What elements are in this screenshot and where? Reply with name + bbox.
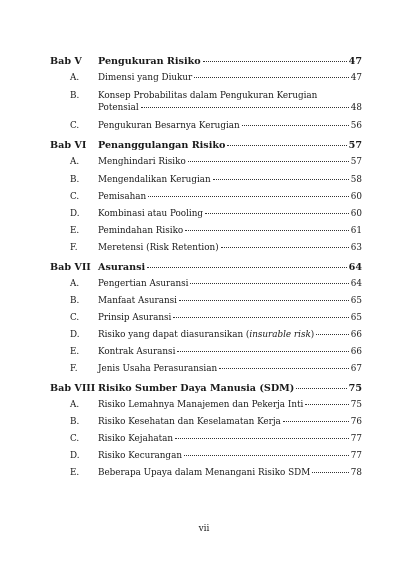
chapter-title: Risiko Sumber Daya Manusia (SDM): [98, 383, 295, 394]
page-number: 58: [350, 175, 362, 185]
chapter-title: Asuransi: [98, 262, 146, 273]
toc-item: [50, 226, 362, 236]
page-number: 60: [350, 192, 362, 202]
dot-leader: [147, 267, 347, 268]
page-number: 64: [348, 262, 362, 273]
dot-leader: [203, 61, 347, 62]
page-number: 57: [350, 157, 362, 167]
page-number: 47: [348, 56, 362, 67]
chapter-number: Bab VII: [50, 262, 91, 273]
dot-leader: [179, 300, 349, 301]
page-number: 64: [350, 279, 362, 289]
page-number: 60: [350, 209, 362, 219]
item-letter: A.: [70, 400, 80, 410]
dot-leader: [184, 455, 349, 456]
chapter-title: Pengukuran Risiko: [98, 56, 201, 67]
toc-item: [50, 279, 362, 289]
toc-item: [50, 91, 362, 101]
page-footer-number: vii: [198, 524, 210, 534]
toc-item: [50, 451, 362, 461]
toc-item: [50, 330, 362, 340]
item-letter: B.: [70, 91, 80, 101]
toc-item: [50, 175, 362, 185]
page-number: 75: [348, 383, 362, 394]
item-title: Jenis Usaha Perasuransian: [98, 364, 218, 374]
toc-item: [50, 296, 362, 306]
toc-item: [50, 364, 362, 374]
page-number: 77: [350, 451, 362, 461]
toc-chapter: [50, 383, 362, 394]
page-number: 65: [350, 296, 362, 306]
item-letter: D.: [70, 330, 80, 340]
dot-leader: [194, 77, 349, 78]
item-title: Dimensi yang Diukur: [98, 73, 193, 83]
item-letter: C.: [70, 192, 80, 202]
item-title: Pengertian Asuransi: [98, 279, 189, 289]
item-letter: C.: [70, 313, 80, 323]
dot-leader: [312, 472, 349, 473]
page-number: 61: [350, 226, 362, 236]
item-title: Risiko yang dapat diasuransikan (insurable risk): [98, 330, 315, 340]
toc-item: [50, 417, 362, 427]
chapter-number: Bab VIII: [50, 383, 96, 394]
dot-leader: [296, 388, 346, 389]
chapter-number: Bab V: [50, 56, 82, 67]
page-number: 48: [350, 103, 362, 113]
dot-leader: [190, 283, 348, 284]
toc-item: [50, 121, 362, 131]
dot-leader: [242, 125, 349, 126]
page-number: 78: [350, 468, 362, 478]
item-title: Risiko Kesehatan dan Keselamatan Kerja: [98, 417, 281, 427]
toc-item-continuation: [50, 103, 362, 113]
item-title: Risiko Kecurangan: [98, 451, 182, 461]
page-number: 65: [350, 313, 362, 323]
item-letter: E.: [70, 226, 80, 236]
page-number: 76: [350, 417, 362, 427]
chapter-number: Bab VI: [50, 140, 87, 151]
dot-leader: [316, 334, 349, 335]
toc-item: [50, 243, 362, 253]
item-letter: C.: [70, 121, 80, 131]
item-title: Menghindari Risiko: [98, 157, 186, 167]
dot-leader: [185, 230, 349, 231]
item-letter: A.: [70, 157, 80, 167]
item-title: Kombinasi atau Pooling: [98, 209, 204, 219]
item-title: Pengukuran Besarnya Kerugian: [98, 121, 240, 131]
item-title: Kontrak Asuransi: [98, 347, 176, 357]
dot-leader: [175, 438, 349, 439]
toc-item: [50, 434, 362, 444]
item-letter: D.: [70, 209, 80, 219]
item-letter: B.: [70, 175, 80, 185]
item-title: Manfaat Asuransi: [98, 296, 177, 306]
item-title: Pemisahan: [98, 192, 147, 202]
dot-leader: [205, 213, 349, 214]
toc-item: [50, 313, 362, 323]
item-title: Pemindahan Risiko: [98, 226, 184, 236]
toc-item: [50, 157, 362, 167]
item-letter: C.: [70, 434, 80, 444]
item-letter: A.: [70, 73, 80, 83]
toc-item: [50, 73, 362, 83]
item-letter: B.: [70, 417, 80, 427]
page-number: 75: [350, 400, 362, 410]
dot-leader: [173, 317, 348, 318]
page-number: 47: [350, 73, 362, 83]
item-letter: E.: [70, 347, 80, 357]
toc-chapter: [50, 140, 362, 151]
page-number: 57: [348, 140, 362, 151]
dot-leader: [283, 421, 349, 422]
page-number: 77: [350, 434, 362, 444]
page-number: 63: [350, 243, 362, 253]
dot-leader: [148, 196, 349, 197]
item-title: Mengendalikan Kerugian: [98, 175, 211, 185]
item-letter: B.: [70, 296, 80, 306]
item-title: Prinsip Asuransi: [98, 313, 172, 323]
dot-leader: [177, 351, 348, 352]
item-letter: A.: [70, 279, 80, 289]
page-number: 67: [350, 364, 362, 374]
toc-item: [50, 209, 362, 219]
toc-chapter: [50, 262, 362, 273]
page-number: 56: [350, 121, 362, 131]
item-letter: F.: [70, 364, 78, 374]
dot-leader: [221, 247, 349, 248]
item-title: Beberapa Upaya dalam Menangani Risiko SDM: [98, 468, 311, 478]
dot-leader: [188, 161, 349, 162]
toc-item: [50, 347, 362, 357]
toc-item: [50, 192, 362, 202]
dot-leader: [227, 145, 346, 146]
toc-item: [50, 400, 362, 410]
dot-leader: [141, 107, 349, 108]
item-letter: E.: [70, 468, 80, 478]
item-letter: D.: [70, 451, 80, 461]
item-title: Risiko Kejahatan: [98, 434, 174, 444]
page-number: 66: [350, 347, 362, 357]
chapter-title: Penanggulangan Risiko: [98, 140, 226, 151]
item-letter: F.: [70, 243, 78, 253]
toc-item: [50, 468, 362, 478]
item-title-line2: Potensial: [98, 103, 139, 113]
toc-chapter: [50, 56, 362, 67]
item-title: Risiko Lemahnya Manajemen dan Pekerja Inti: [98, 400, 304, 410]
item-title: Konsep Probabilitas dalam Pengukuran Kerugian: [98, 91, 318, 101]
page-number: 66: [350, 330, 362, 340]
dot-leader: [219, 368, 349, 369]
item-title: Meretensi (Risk Retention): [98, 243, 219, 253]
dot-leader: [305, 404, 348, 405]
dot-leader: [213, 179, 349, 180]
